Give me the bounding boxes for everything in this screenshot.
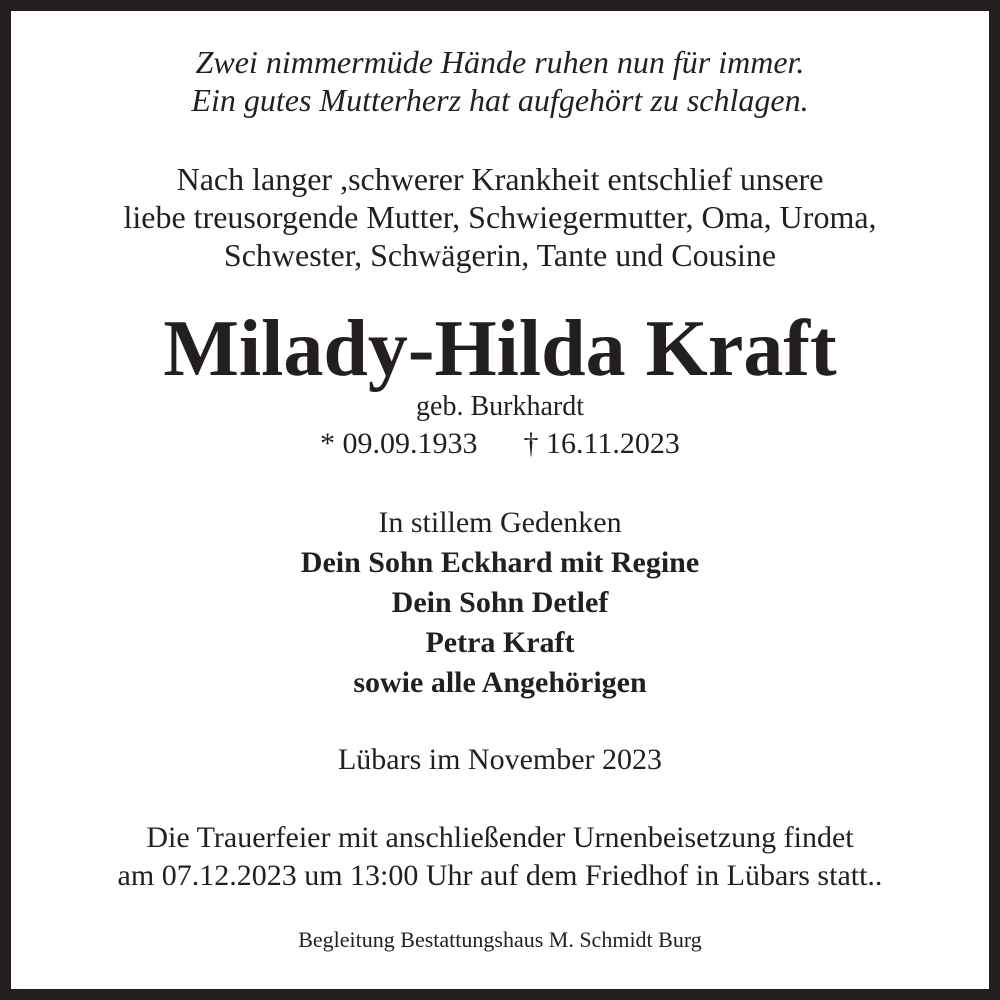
death-date: † 16.11.2023	[523, 427, 680, 460]
life-dates	[11, 429, 989, 459]
maiden-name: geb. Burkhardt	[416, 391, 584, 422]
mourner-line: Dein Sohn Eckhard mit Regine	[300, 546, 700, 579]
ceremony-line-1: Die Trauerfeier mit anschließender Urnenbeisetzung findet	[146, 821, 854, 854]
place-date: Lübars im November 2023	[337, 743, 663, 776]
mourner-line: Dein Sohn Detlef	[391, 586, 609, 619]
verse-line-2: Ein gutes Mutterherz hat aufgehört zu schlagen.	[191, 82, 809, 118]
verse-line-1: Zwei nimmermüde Hände ruhen nun für immer.	[195, 44, 805, 80]
deceased-name: Milady-Hilda Kraft	[163, 305, 837, 393]
mourner-line: Petra Kraft	[425, 626, 575, 659]
intro-line-2: liebe treusorgende Mutter, Schwiegermutter, Oma, Uroma,	[123, 199, 877, 235]
intro-line-1: Nach langer ,schwerer Krankheit entschlief unsere	[176, 161, 824, 197]
undertaker-credit: Begleitung Bestattungshaus M. Schmidt Burg	[298, 927, 702, 952]
mourners-heading: In stillem Gedenken	[378, 506, 622, 539]
intro-line-3: Schwester, Schwägerin, Tante und Cousine	[223, 237, 777, 273]
birth-date: * 09.09.1933	[320, 427, 478, 460]
mourner-line: sowie alle Angehörigen	[353, 666, 647, 699]
ceremony-line-2: am 07.12.2023 um 13:00 Uhr auf dem Friedhof in Lübars statt..	[117, 859, 883, 892]
